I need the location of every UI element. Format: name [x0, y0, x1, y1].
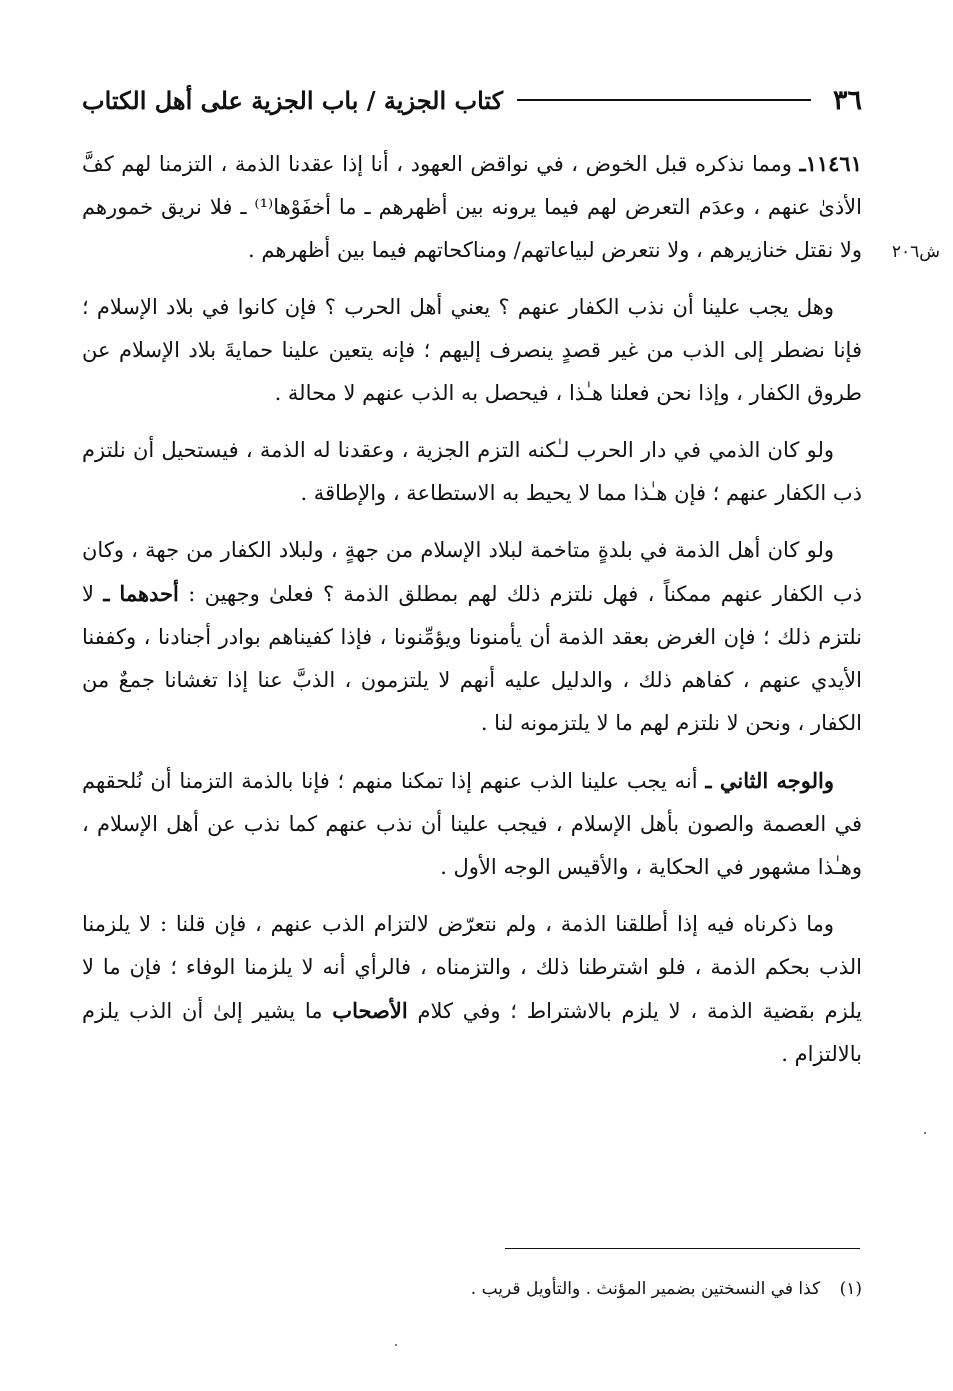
paragraph-1	[82, 142, 862, 272]
footnote-mark: (١)	[839, 1279, 862, 1299]
bold-term: والوجه الثاني ـ	[705, 768, 834, 793]
footnote	[82, 1276, 862, 1302]
page-number: ٣٦	[832, 84, 862, 116]
main-text	[82, 142, 862, 1090]
footnote-rule	[505, 1248, 860, 1249]
header-rule	[517, 99, 811, 101]
paragraph-text: وما ذكرناه فيه إذا أطلقنا الذمة ، ولم نتعرّض لالتزام الذب عنهم ، فإن قلنا : لا يلزمنا الذب بحكم الذمة ، فلو اشترطنا ذلك ، والتزمناه ، فالرأي أنه لا يلزمنا الوفاء ؛ فإن ما لا يلزم بقضية الذمة ، لا يلزم بالاشتراط ؛ وفي كلام	[82, 912, 862, 1023]
paragraph-text: ومما نذكره قبل الخوض ، في نواقض العهود ، أنا إذا عقدنا الذمة ، التزمنا لهم كفَّ الأذىٰ عنهم ، وعدَم التعرض لهم فيما يرونه بين أظهرهم ـ ما أخفَوْها⁽¹⁾ ـ فلا نريق خمورهم ولا نقتل خنازيرهم ، ولا نتعرض لبياعاتهم/ ومناكحاتهم فيما بين أظهرهم .	[82, 152, 862, 262]
scan-speck	[924, 1132, 926, 1134]
paragraph-2	[82, 286, 862, 415]
margin-note: ش٢٠٦	[891, 242, 940, 262]
paragraph-text: ولو كان الذمي في دار الحرب لـٰكنه التزم الجزية ، وعقدنا له الذمة ، فيستحيل أن نلتزم ذب الكفار عنهم ؛ فإن هـٰذا مما لا يحيط به الاستطاعة ، والإطاقة .	[82, 438, 862, 505]
paragraph-3	[82, 429, 862, 515]
page-header	[82, 80, 862, 120]
bold-term: الأصحاب	[332, 998, 408, 1023]
paragraph-6	[82, 903, 862, 1076]
paragraph-4	[82, 529, 862, 745]
bold-term: أحدهما ـ	[103, 581, 179, 606]
paragraph-text-tail: ما يشير إلىٰ أن الذب يلزم بالالتزام .	[82, 999, 862, 1066]
scan-speck	[395, 1344, 397, 1346]
paragraph-text: ولو كان أهل الذمة في بلدةٍ متاخمة لبلاد الإسلام من جهةٍ ، ولبلاد الكفار من جهة ، وكان ذب الكفار عنهم ممكناً ، فهل نلتزم ذلك لهم بمطلق الذمة ؟ فعلىٰ وجهين :	[82, 538, 862, 606]
paragraph-text: وهل يجب علينا أن نذب الكفار عنهم ؟ يعني أهل الحرب ؟ فإن كانوا في بلاد الإسلام ؛ فإنا نضطر إلى الذب من غير قصدٍ ينصرف إليهم ؛ فإنه يتعين علينا حمايةَ بلاد الإسلام عن طروق الكفار ، وإذا نحن فعلنا هـٰذا ، فيحصل به الذب عنهم لا محالة .	[82, 295, 862, 405]
paragraph-5	[82, 759, 862, 889]
paragraph-text-tail: لا نلتزم ذلك ؛ فإن الغرض بعقد الذمة أن يأمنونا ويؤمِّنونا ، فإذا كفيناهم بوادر أجنادنا ، وكففنا الأيدي عنهم ، كفاهم ذلك ، والدليل عليه أنهم لا يلتزمون ، الذبَّ عنا إذا تغشانا جمعٌ من الكفار ، ونحن لا نلتزم لهم ما لا يلتزمونه لنا .	[82, 582, 862, 735]
paragraph-text: أنه يجب علينا الذب عنهم إذا تمكنا منهم ؛ فإنا بالذمة التزمنا أن نُلحقهم في العصمة والصون بأهل الإسلام ، فيجب علينا أن نذب عنهم كما نذب عن أهل الإسلام ، وهـٰذا مشهور في الحكاية ، والأقيس الوجه الأول .	[82, 769, 862, 879]
footnote-text: كذا في النسختين بضمير المؤنث . والتأويل قريب .	[470, 1279, 821, 1299]
running-title: كتاب الجزية / باب الجزية على أهل الكتاب	[82, 85, 504, 115]
paragraph-number: ١١٤٦١ـ	[799, 151, 862, 176]
